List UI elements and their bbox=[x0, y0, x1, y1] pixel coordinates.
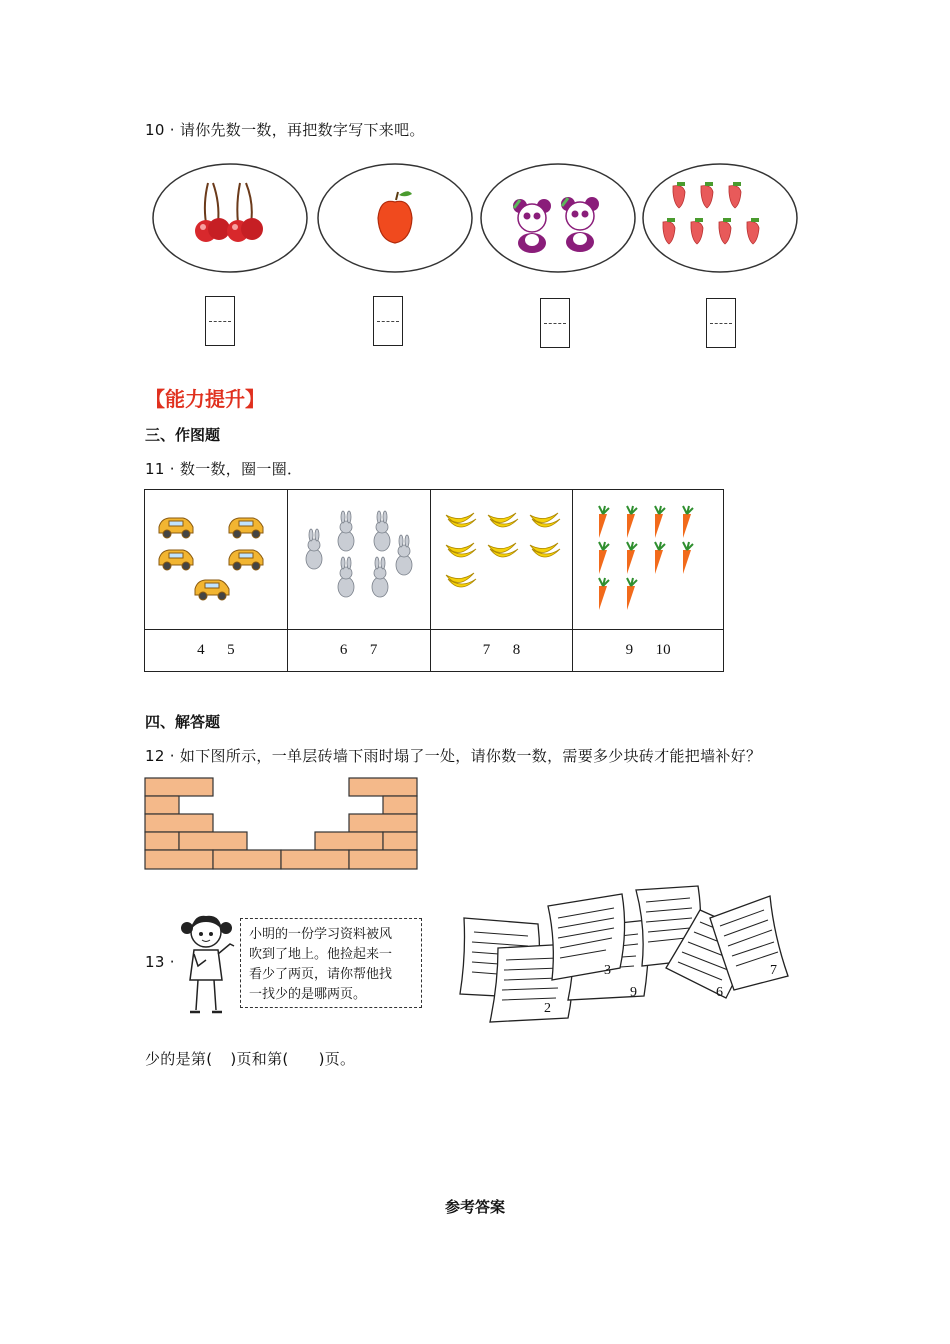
q11-options-cars bbox=[145, 630, 288, 672]
section4-heading: 四、解答题 bbox=[145, 713, 221, 731]
car-group bbox=[151, 503, 281, 613]
q11-number: 11 bbox=[145, 460, 165, 478]
q12-text: 如下图所示，一单层砖墙下雨时塌了一处，请你数一数，需要多少块砖才能把墙补好？ bbox=[179, 747, 762, 765]
page-sheet-3 bbox=[548, 894, 625, 980]
q13-answer-line bbox=[145, 1048, 355, 1069]
q10-answer-box-4[interactable] bbox=[706, 298, 736, 348]
banana-icon bbox=[446, 513, 560, 587]
q10-answer-box-2[interactable] bbox=[373, 296, 403, 346]
q13-number-text: 13 bbox=[145, 953, 165, 971]
q11-option[interactable]: 7 bbox=[482, 642, 491, 658]
q11-option[interactable]: 9 bbox=[625, 642, 634, 658]
q10-oval-cherries bbox=[153, 164, 307, 272]
q13-answer-part: 少的是第( bbox=[145, 1050, 213, 1068]
page-number: 3 bbox=[604, 963, 611, 978]
q10-oval-strawberries bbox=[643, 164, 797, 272]
banana-group bbox=[436, 503, 566, 613]
q10-figure bbox=[148, 148, 803, 348]
bubble-line: 一找少的是哪两页。 bbox=[249, 987, 367, 1002]
bubble-line: 吹到了地上。他捡起来一 bbox=[249, 947, 393, 962]
scattered-pages bbox=[452, 880, 792, 1025]
carrot-icon bbox=[599, 506, 693, 610]
q11-option[interactable]: 5 bbox=[227, 642, 235, 658]
q11-options-rabbits bbox=[287, 630, 430, 672]
q11-table bbox=[144, 489, 724, 672]
q10-answer-box-1[interactable] bbox=[205, 296, 235, 346]
q11-option[interactable]: 10 bbox=[655, 642, 671, 658]
q11-option[interactable]: 6 bbox=[339, 642, 348, 658]
page-number: 9 bbox=[630, 985, 637, 1000]
girl-illustration bbox=[176, 910, 241, 1020]
page-number: 6 bbox=[716, 985, 723, 1000]
carrot-group bbox=[583, 500, 713, 616]
q10-line bbox=[145, 119, 425, 140]
separator: · bbox=[164, 121, 180, 139]
rabbit-group bbox=[294, 503, 424, 613]
page-number: 7 bbox=[770, 963, 777, 978]
q11-option[interactable]: 4 bbox=[197, 642, 205, 658]
bubble-line: 小明的一份学习资料被风 bbox=[249, 927, 393, 942]
q11-options-bananas bbox=[430, 630, 573, 672]
q11-cell-cars bbox=[145, 490, 288, 630]
q10-number: 10 bbox=[145, 121, 165, 139]
section-ability-title: 【能力提升】 bbox=[145, 387, 265, 411]
q11-options-carrots bbox=[573, 630, 724, 672]
q13-speech-bubble bbox=[240, 918, 422, 1008]
separator: · bbox=[164, 953, 175, 971]
answer-key-title: 参考答案 bbox=[444, 1198, 505, 1216]
q12-number: 12 bbox=[145, 747, 165, 765]
q10-answer-box-3[interactable] bbox=[540, 298, 570, 348]
q11-cell-carrots bbox=[573, 490, 724, 630]
bubble-line: 看少了两页，请你帮他找 bbox=[249, 967, 393, 982]
page-number: 2 bbox=[544, 1001, 551, 1016]
brick-wall bbox=[144, 777, 419, 870]
q12-line bbox=[145, 745, 761, 766]
q10-text: 请你先数一数，再把数字写下来吧。 bbox=[179, 121, 425, 139]
brick-icon bbox=[145, 778, 417, 869]
q11-option[interactable]: 8 bbox=[512, 642, 521, 658]
separator: · bbox=[164, 747, 180, 765]
q11-text: 数一数，圈一圈． bbox=[179, 460, 303, 478]
q11-cell-rabbits bbox=[287, 490, 430, 630]
separator: · bbox=[164, 460, 180, 478]
rabbit-icon bbox=[306, 511, 412, 597]
q13-number bbox=[145, 953, 175, 971]
q10-oval-pandas bbox=[481, 164, 635, 272]
q13-answer-part: )页和第( bbox=[230, 1050, 289, 1068]
car-icon bbox=[159, 518, 263, 600]
q11-option[interactable]: 7 bbox=[369, 642, 378, 658]
q13-answer-part: )页。 bbox=[318, 1050, 356, 1068]
q11-line bbox=[145, 458, 302, 479]
q11-cell-bananas bbox=[430, 490, 573, 630]
section3-heading: 三、作图题 bbox=[145, 426, 221, 444]
